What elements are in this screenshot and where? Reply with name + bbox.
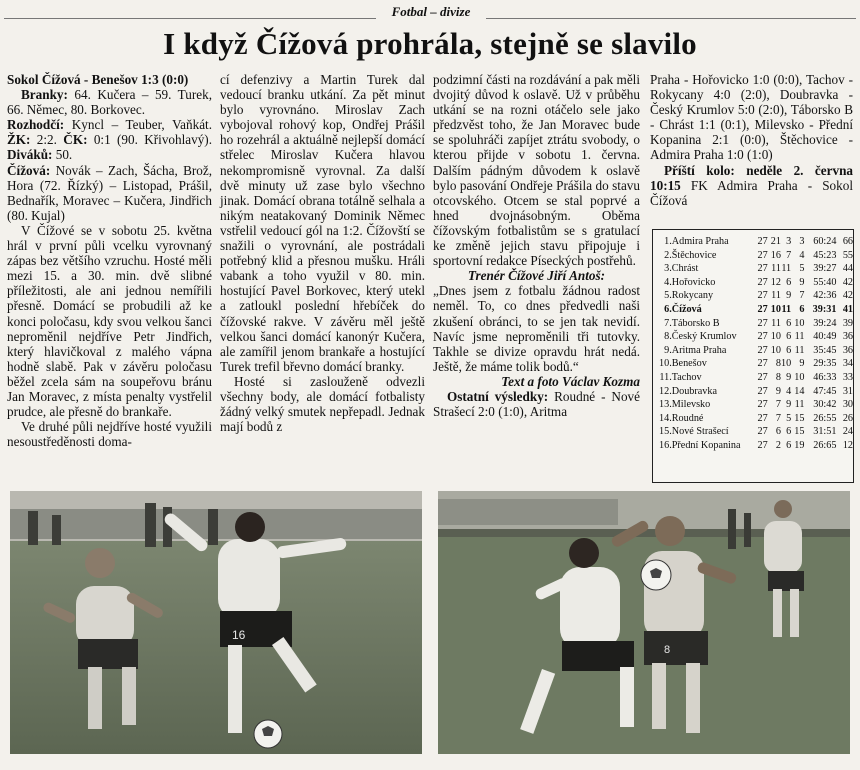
table-cell-p: 27	[757, 358, 768, 370]
other-results-label: Ostatní výsledky:	[447, 388, 549, 404]
table-row	[658, 385, 853, 399]
zk-label: ŽK:	[7, 132, 31, 148]
next-round-time: 10:15	[650, 177, 681, 193]
next-round-label: Příští kolo: neděle 2. června	[664, 162, 853, 178]
table-row	[658, 398, 853, 412]
photo-credit: Text a foto Václav Kozma	[501, 373, 640, 389]
table-cell-team: Milevsko	[671, 399, 711, 411]
table-cell-l: 14	[794, 385, 805, 397]
table-cell-pos: 14.	[659, 412, 672, 424]
table-cell-pts: 26	[842, 412, 853, 424]
table-cell-pos: 11.	[659, 371, 672, 383]
table-cell-d: 9	[786, 371, 792, 383]
table-cell-l: 7	[799, 290, 805, 302]
table-cell-d: 6	[786, 331, 792, 343]
table-cell-w: 11	[771, 263, 781, 275]
table-cell-pos: 7.	[664, 317, 672, 329]
table-row	[658, 276, 853, 290]
table-row	[658, 330, 853, 344]
table-cell-score: 55:40	[813, 276, 837, 288]
table-cell-w: 8	[775, 358, 781, 370]
paragraph: podzimní části na rozdávání a pak měli dvojitý důvod k oslavě. Už v průběhu utkání se na rozni otáčelo sele jako předzvěst toho, že Jan Moravec bude se spoluhráči zapíjet ztrátu svobody, o kterou přijde v sobotu 1. června. Dalším pádným důvodem k oslavě bylo pasování Ondřeje Prášila do stavu otcovského. Otcem se stal poprvé a hned dvojnásobným. Oběma čížovským fotbalistům se s gratulací ke změně jejich stavu připojuje i sportovní redakce Píseckých postřehů.	[433, 72, 640, 269]
table-cell-team: Chrást	[671, 263, 699, 275]
table-row	[658, 425, 853, 439]
table-cell-w: 21	[770, 236, 781, 247]
table-cell-score: 39:24	[813, 317, 837, 329]
table-cell-pts: 41	[842, 303, 853, 315]
table-cell-d: 6	[786, 344, 792, 356]
table-cell-p: 27	[757, 290, 768, 302]
article-column-4	[650, 72, 853, 208]
other-results	[433, 389, 640, 419]
table-cell-w: 8	[775, 371, 781, 383]
table-cell-p: 27	[757, 412, 768, 424]
table-cell-p: 27	[757, 317, 768, 329]
table-cell-score: 31:51	[813, 426, 837, 438]
table-cell-w: 2	[775, 439, 781, 451]
paragraph: Hosté si zaslouženě odvezli všechny body, ale domácí fotbalisty žádný velký smutek nepřepadl. Jednak mají bodů z	[220, 373, 425, 435]
table-cell-pos: 13.	[659, 399, 672, 411]
table-cell-team: Roudné	[671, 412, 704, 424]
table-cell-l: 9	[799, 358, 805, 370]
table-cell-l: 9	[799, 276, 805, 288]
table-cell-pos: 4.	[664, 276, 672, 288]
table-cell-p: 27	[757, 426, 768, 438]
table-cell-w: 9	[775, 385, 781, 397]
article-column-1	[7, 72, 212, 449]
table-cell-score: 30:42	[813, 399, 837, 411]
player-number: 16	[232, 628, 246, 642]
table-cell-w: 12	[770, 276, 781, 288]
table-cell-team: Štěchovice	[671, 249, 717, 261]
table-cell-pts: 42	[842, 276, 853, 288]
lineup-label: Čížová:	[7, 162, 51, 178]
table-cell-w: 7	[775, 399, 781, 411]
table-cell-pos: 6.	[664, 303, 672, 315]
table-cell-pts: 36	[842, 344, 853, 356]
table-cell-pts: 44	[842, 263, 853, 275]
table-cell-d: 11	[781, 263, 792, 275]
table-cell-d: 6	[786, 317, 792, 329]
ck-label: ČK:	[63, 132, 88, 148]
table-cell-team: Táborsko B	[671, 317, 720, 329]
section-bar	[0, 4, 860, 22]
table-cell-pts: 33	[842, 371, 853, 383]
paragraph: cí defenzivy a Martin Turek dal vedoucí branku utkání. Za pět minut bylo vyrovnáno. Miroslav Zach vybojoval rohový kop, Ondřej Prášil ho rozehrál a aktuálně nejlepší domácí střelec Miroslav Kučera hlavou nekompromisně vyrovnal. Za další dvě minuty už zase bylo všechno jinak. Domácí obrana totálně selhala a nikým neatakovaný Dominik Němec vstřelil vedoucí gól na 1:2. Čížovští se snažili o vyrovnání, ale postrádali potřebný klid a přesnou mušku. Hráli vabank a toho využil v 80. min. hostující Pavel Borkovec, který utekl a zatloukl poslední hřebíček do čížovské rakve. V závěru měl ještě velkou šanci domácí kanonýr Kučera, ale zamířil jenom brankaře a hostující Turek trefil břevno domácí branky.	[220, 72, 425, 374]
table-cell-d: 6	[786, 276, 792, 288]
table-cell-pos: 3.	[664, 263, 672, 275]
table-cell-w: 10	[770, 303, 781, 315]
referees-label: Rozhodčí:	[7, 117, 65, 133]
table-cell-pos: 12.	[659, 385, 672, 397]
table-cell-p: 27	[757, 263, 768, 275]
table-cell-team: Admira Praha	[671, 236, 729, 247]
table-cell-score: 39:31	[812, 303, 837, 315]
table-cell-pts: 36	[842, 331, 853, 343]
referees-line	[7, 117, 212, 162]
table-row	[658, 344, 853, 358]
match-result	[7, 72, 212, 87]
table-row	[658, 439, 853, 453]
ck-text: 0:1 (90. Křivohlavý).	[93, 132, 212, 148]
table-cell-d: 5	[786, 412, 792, 424]
article-column-3	[433, 72, 640, 419]
table-cell-score: 29:35	[813, 358, 837, 370]
table-cell-pos: 10.	[659, 358, 672, 370]
table-row	[658, 289, 853, 303]
paragraph: V Čížové se v sobotu 25. května hrál v první půli vcelku vyrovnaný zápas bez většího vzruchu. Hosté měli mezi 15. a 30. min. dvě slibné příležitosti, ale ani jednou nemířili přesně. Domácí se probudili až ke konci poločasu, kdy svou velkou šanci neproměnil nejdříve Petr Jindřich, který hlavičkoval z malého vápna hodně slabě. Pak v závěru poločasu běžel zcela sám na soupeřovu bránu Jan Moravec, z místa penalty vystřelil prudce, ale přesně do brankaře.	[7, 222, 212, 420]
table-cell-pts: 31	[842, 385, 853, 397]
table-cell-w: 7	[775, 412, 781, 424]
match-photo-right	[438, 491, 850, 754]
results-text: Praha - Hořovicko 1:0 (0:0), Tachov - Rokycany 4:0 (2:0), Doubravka - Český Krumlov 5:0 (2:0), Táborsko B - Chrást 1:1 (0:1), Milevsko - Přední Kopanina 2:1 (0:0), Štěchovice - Admira Praha 1:0 (1:0)	[650, 72, 853, 163]
table-cell-score: 35:45	[813, 344, 837, 356]
table-cell-p: 27	[757, 249, 768, 261]
table-cell-p: 27	[757, 385, 768, 397]
spectators-label: Diváků:	[7, 147, 53, 163]
table-row	[658, 303, 853, 317]
table-cell-pts: 30	[842, 399, 853, 411]
table-cell-d: 9	[786, 399, 792, 411]
spectators-text: 50.	[55, 147, 73, 163]
goals-text: 64. Kučera – 59. Turek, 66. Němec, 80. Borkovec.	[7, 87, 213, 118]
table-cell-pts: 55	[842, 249, 853, 261]
table-cell-l: 10	[794, 317, 805, 329]
lineup-text: Novák – Zach, Šácha, Brož, Hora (72. Řízký) – Listopad, Prášil, Bednařík, Moravec – Kučera, Jindřich (80. Kujal)	[7, 162, 213, 223]
table-cell-l: 19	[794, 439, 805, 451]
table-row	[658, 235, 853, 249]
table-cell-team: Český Krumlov	[671, 331, 737, 343]
table-cell-w: 16	[770, 249, 781, 261]
table-cell-d: 3	[786, 236, 792, 247]
table-cell-score: 60:24	[813, 236, 837, 247]
photo-illustration	[438, 491, 850, 754]
table-cell-w: 11	[771, 290, 781, 302]
table-cell-pos: 8.	[664, 331, 672, 343]
table-cell-pos: 1.	[664, 236, 672, 247]
table-cell-d: 6	[786, 439, 792, 451]
table-cell-team: Aritma Praha	[671, 344, 727, 356]
table-cell-pos: 9.	[664, 344, 672, 356]
table-cell-p: 27	[757, 303, 768, 315]
league-table	[652, 229, 854, 483]
lineup-line	[7, 163, 212, 223]
table-cell-team: Čížová	[671, 303, 702, 315]
referees-text: Kyncl – Teuber, Vaňkát.	[71, 117, 213, 133]
table-cell-p: 27	[757, 236, 768, 247]
table-cell-pts: 34	[842, 358, 853, 370]
table-cell-pos: 16.	[659, 439, 672, 451]
table-row	[658, 317, 853, 331]
table-row	[658, 262, 853, 276]
table-cell-pos: 5.	[664, 290, 672, 302]
table-cell-score: 46:33	[813, 371, 837, 383]
headline: I když Čížová prohrála, stejně se slavilo	[163, 26, 697, 61]
table-cell-d: 4	[786, 385, 792, 397]
table-cell-p: 27	[757, 439, 768, 451]
table-cell-l: 4	[799, 249, 805, 261]
table-cell-p: 27	[757, 344, 768, 356]
score-line: Sokol Čížová - Benešov 1:3 (0:0)	[7, 72, 189, 87]
table-cell-l: 11	[794, 331, 805, 343]
table-cell-score: 39:27	[813, 263, 837, 275]
table-cell-d: 10	[780, 358, 792, 370]
table-cell-team: Nové Strašecí	[671, 426, 729, 438]
table-cell-d: 9	[786, 290, 792, 302]
table-cell-pts: 12	[842, 439, 853, 451]
table-cell-team: Doubravka	[671, 385, 718, 397]
match-photo-left	[10, 491, 422, 754]
table-row	[658, 412, 853, 426]
table-cell-team: Tachov	[671, 371, 702, 383]
table-cell-l: 15	[794, 426, 805, 438]
table-cell-pts: 24	[842, 426, 853, 438]
table-cell-pts: 42	[842, 290, 853, 302]
coach-quote: „Dnes jsem z fotbalu žádnou radost neměl. To, co dnes předvedli naši zkušení obránci, to se jen tak nevidí. Navíc jsme neproměnili tři tutovky. Takhle se divize opravdu hrát nedá. Ještě, že máme tolik bodů.“	[433, 283, 640, 374]
goals-line	[7, 87, 212, 117]
table-cell-score: 26:65	[813, 439, 837, 451]
table-cell-team: Přední Kopanina	[671, 439, 741, 451]
table-cell-w: 10	[770, 331, 781, 343]
table-cell-l: 10	[794, 371, 805, 383]
next-round	[650, 163, 853, 208]
player-number: 8	[664, 644, 671, 656]
table-cell-pos: 15.	[659, 426, 672, 438]
table-cell-score: 47:45	[813, 385, 837, 397]
article-column-2	[220, 72, 425, 434]
table-cell-team: Benešov	[671, 358, 707, 370]
next-round-text: FK Admira Praha - Sokol Čížová	[650, 177, 853, 208]
table-cell-score: 26:55	[813, 412, 837, 424]
table-cell-d: 7	[786, 249, 792, 261]
table-cell-d: 6	[786, 426, 792, 438]
table-cell-p: 27	[757, 371, 768, 383]
table-cell-pts: 66	[842, 236, 853, 247]
zk-text: 2:2.	[36, 132, 57, 148]
coach-heading: Trenér Čížové Jiří Antoš:	[467, 268, 606, 284]
table-cell-w: 10	[770, 344, 781, 356]
table-cell-p: 27	[757, 331, 768, 343]
table-cell-p: 27	[757, 399, 768, 411]
table-row	[658, 357, 853, 371]
table-cell-score: 42:36	[813, 290, 837, 302]
table-row	[658, 371, 853, 385]
section-label: Fotbal – divize	[376, 4, 486, 20]
table-cell-score: 40:49	[813, 331, 837, 343]
table-cell-pos: 2.	[664, 249, 672, 261]
table-cell-d: 11	[781, 303, 792, 315]
paragraph: Ve druhé půli nejdříve hosté využili nesoustředěnosti doma-	[7, 419, 212, 450]
table-cell-pts: 39	[842, 317, 853, 329]
goals-label: Branky:	[21, 87, 68, 103]
other-results-text: Roudné - Nové Strašecí 2:0 (1:0), Aritma	[433, 388, 640, 420]
table-cell-w: 11	[771, 317, 781, 329]
table-cell-team: Rokycany	[671, 290, 714, 302]
table-cell-l: 11	[794, 399, 805, 411]
table-cell-l: 11	[794, 344, 805, 356]
table-cell-score: 45:23	[813, 249, 837, 261]
table-cell-p: 27	[757, 276, 768, 288]
table-cell-l: 3	[799, 236, 805, 247]
table-cell-l: 15	[794, 412, 805, 424]
table-row	[658, 249, 853, 263]
table-cell-l: 5	[799, 263, 805, 275]
table-cell-team: Hořovicko	[671, 276, 716, 288]
photo-illustration	[10, 491, 422, 754]
table-cell-w: 6	[775, 426, 781, 438]
table-cell-l: 6	[799, 303, 805, 315]
